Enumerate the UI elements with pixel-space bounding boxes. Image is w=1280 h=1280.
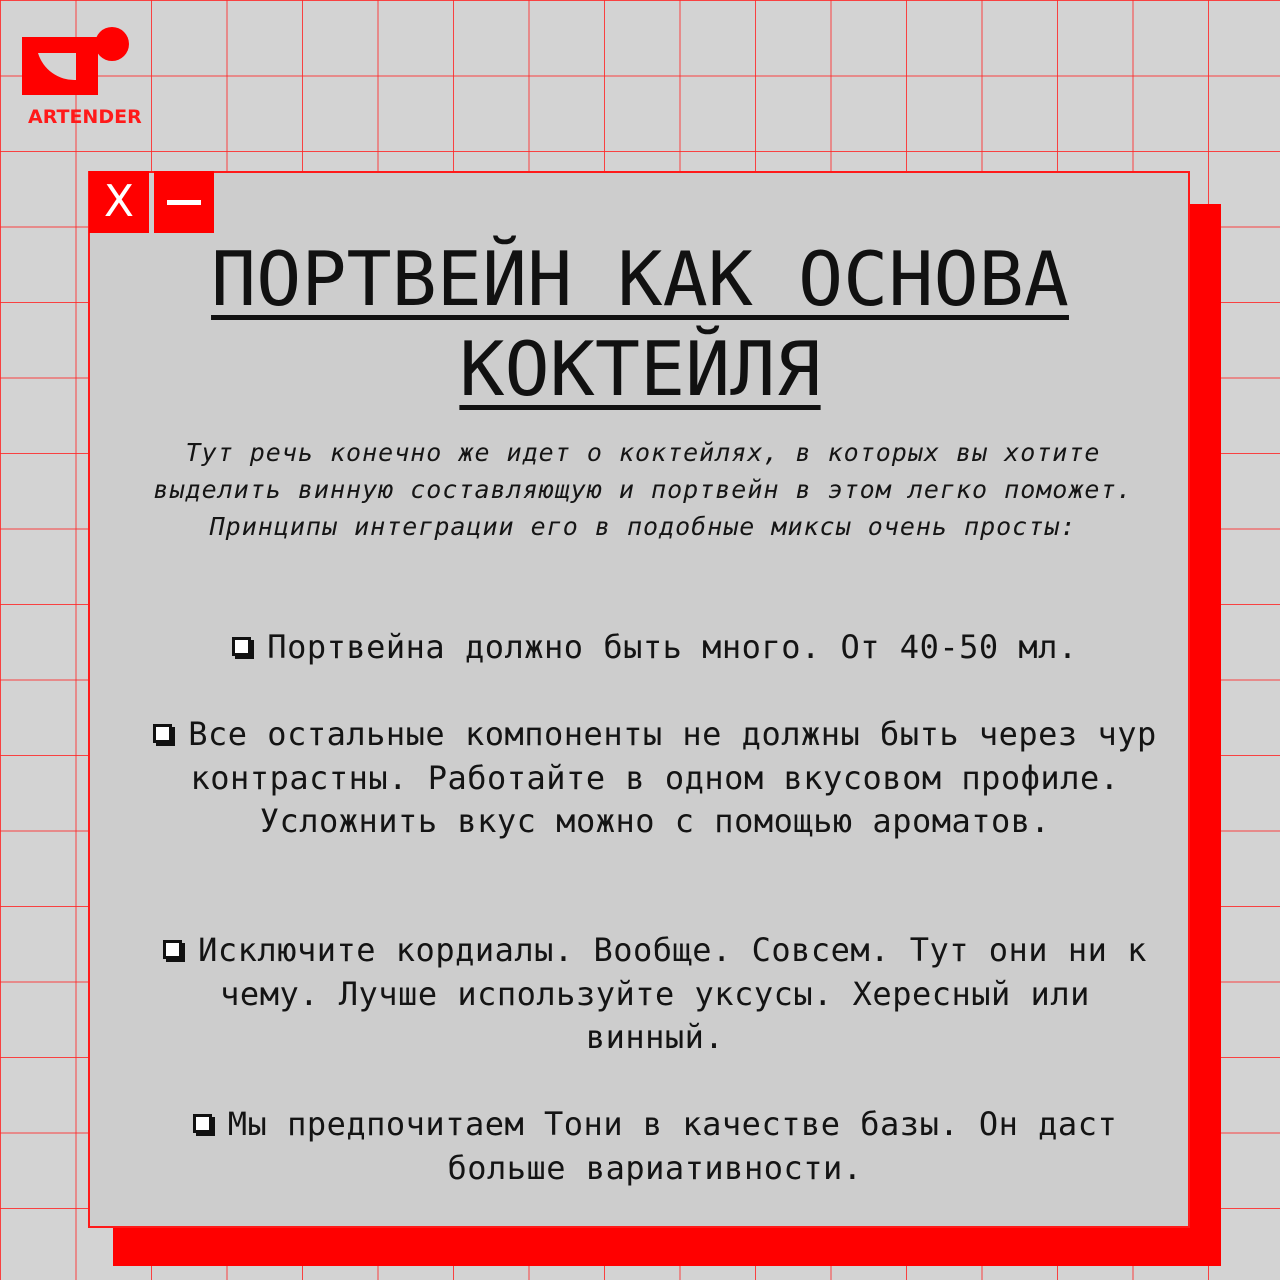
minimize-button[interactable] [154,171,214,233]
close-icon: X [103,176,135,227]
checkbox-icon [163,940,182,959]
checkbox-icon [193,1114,212,1133]
list-item-text: Мы предпочитаем Тони в качестве базы. Он даст больше вариативности. [227,1105,1118,1187]
list-item [150,929,1160,1060]
checkbox-icon [232,637,251,656]
page-title-text: ПОРТВЕЙН КАК ОСНОВА КОКТЕЙЛЯ [211,235,1069,413]
page-title [90,234,1190,414]
list-item-text: Исключите кордиалы. Вообще. Совсем. Тут они ни к чему. Лучше используйте уксусы. Хересный или винный. [198,931,1147,1056]
intro-text: Тут речь конечно же идет о коктейлях, в которых вы хотите выделить винную составляющую и портвейн в этом легко поможет. Принципы интеграции его в подобные миксы очень просты: [153,438,1133,541]
list-item [150,1103,1160,1190]
brand-name: ARTENDER [28,106,142,128]
checkbox-icon [153,724,172,743]
list-item-text: Портвейна должно быть много. От 40-50 мл. [267,628,1078,666]
minimize-icon [167,200,201,205]
list-item [150,713,1160,844]
list-item [150,626,1160,670]
close-button[interactable] [89,171,149,233]
list-item-text: Все остальные компоненты не должны быть через чур контрастны. Работайте в одном вкусовом профиле. Усложнить вкус можно с помощью ароматов. [188,715,1157,840]
